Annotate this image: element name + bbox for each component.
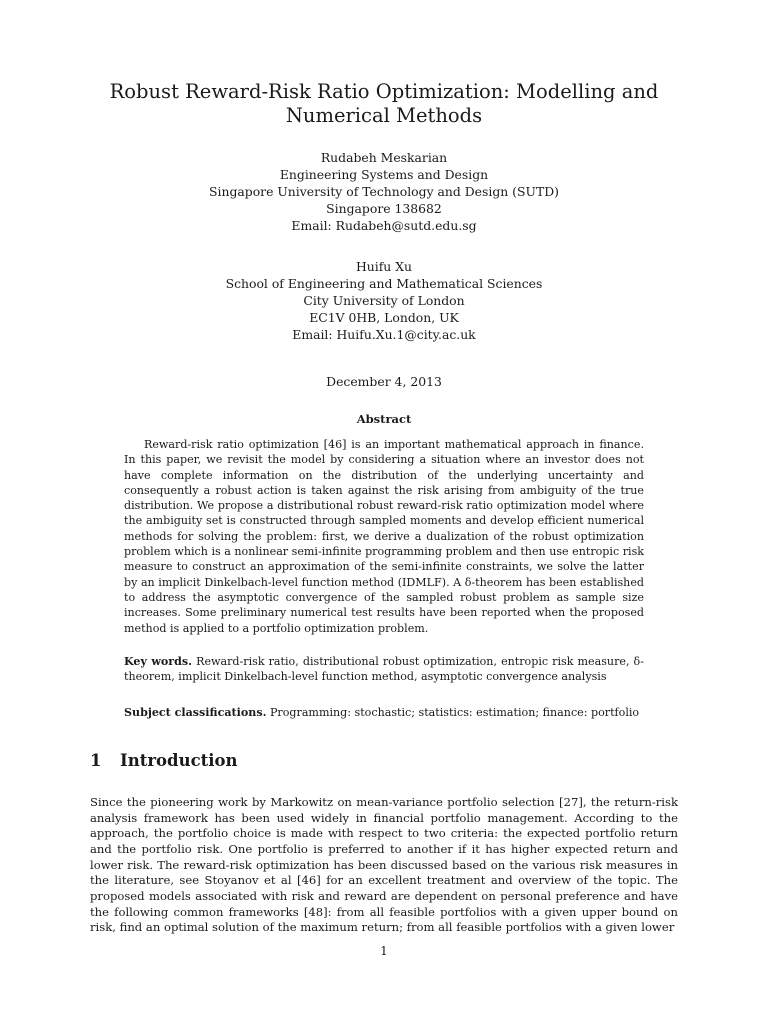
subject-text: Programming: stochastic; statistics: estimation; finance: portfolio bbox=[269, 706, 640, 719]
keywords-text: Reward-risk ratio, distributional robust optimization, entropic risk measure, δ-theorem, implicit Dinkelbach-level function method, asymptotic convergence analysis bbox=[124, 655, 644, 684]
section-title: Introduction bbox=[120, 751, 238, 770]
author-department: School of Engineering and Mathematical Sciences bbox=[225, 276, 543, 291]
paper-title: Robust Reward-Risk Ratio Optimization: Modelling and Numerical Methods bbox=[109, 80, 659, 127]
abstract-heading: Abstract bbox=[356, 412, 412, 426]
author-institution: Singapore University of Technology and Design (SUTD) bbox=[209, 184, 559, 199]
paper-date: December 4, 2013 bbox=[326, 374, 442, 389]
section-heading bbox=[90, 751, 238, 770]
author-department: Engineering Systems and Design bbox=[279, 167, 489, 182]
author-institution: City University of London bbox=[303, 293, 465, 308]
keywords-label: Key words. bbox=[124, 655, 192, 668]
author-block-1 bbox=[60, 149, 708, 234]
author-email: Email: Huifu.Xu.1@city.ac.uk bbox=[292, 327, 476, 342]
subject-label: Subject classifications. bbox=[124, 706, 267, 719]
keywords bbox=[124, 654, 644, 685]
author-name: Rudabeh Meskarian bbox=[320, 150, 448, 165]
section-body: Since the pioneering work by Markowitz on mean-variance portfolio selection [27], the return-risk analysis framework has been used widely in financial portfolio management. According to the approach, the portfolio choice is made with respect to two criteria: the expected portfolio return and the portfolio risk. One portfolio is preferred to another if it has higher expected return and lower risk. The reward-risk optimization has been discussed based on the various risk measures in the literature, see Stoyanov et al [46] for an excellent treatment and overview of the topic. The proposed models associated with risk and reward are dependent on personal preference and have the following common frameworks [48]: from all feasible portfolios with a given upper bound on risk, find an optimal solution of the maximum return; from all feasible portfolios with a given lower bbox=[90, 795, 678, 935]
section-number: 1 bbox=[90, 751, 102, 770]
author-name: Huifu Xu bbox=[355, 259, 413, 274]
author-address: EC1V 0HB, London, UK bbox=[309, 310, 459, 325]
page-number: 1 bbox=[380, 944, 388, 958]
author-block-2 bbox=[60, 258, 708, 343]
author-email: Email: Rudabeh@sutd.edu.sg bbox=[291, 218, 477, 233]
subject-classifications bbox=[124, 705, 644, 720]
author-address: Singapore 138682 bbox=[326, 201, 442, 216]
abstract-text: Reward-risk ratio optimization [46] is an important mathematical approach in finance. In this paper, we revisit the model by considering a situation where an investor does not have complete information on the distribution of the underlying uncertainty and consequently a robust action is taken against the risk arising from ambiguity of the true distribution. We propose a distributional robust reward-risk ratio optimization model where the ambiguity set is constructed through sampled moments and develop efficient numerical methods for solving the problem: first, we derive a dualization of the robust optimization problem which is a nonlinear semi-infinite programming problem and then use entropic risk measure to construct an approximation of the semi-infinite constraints, we solve the latter by an implicit Dinkelbach-level function method (IDMLF). A δ-theorem has been established to address the asymptotic convergence of the sampled robust problem as sample size increases. Some preliminary numerical test results have been reported when the proposed method is applied to a portfolio optimization problem. bbox=[124, 438, 644, 635]
